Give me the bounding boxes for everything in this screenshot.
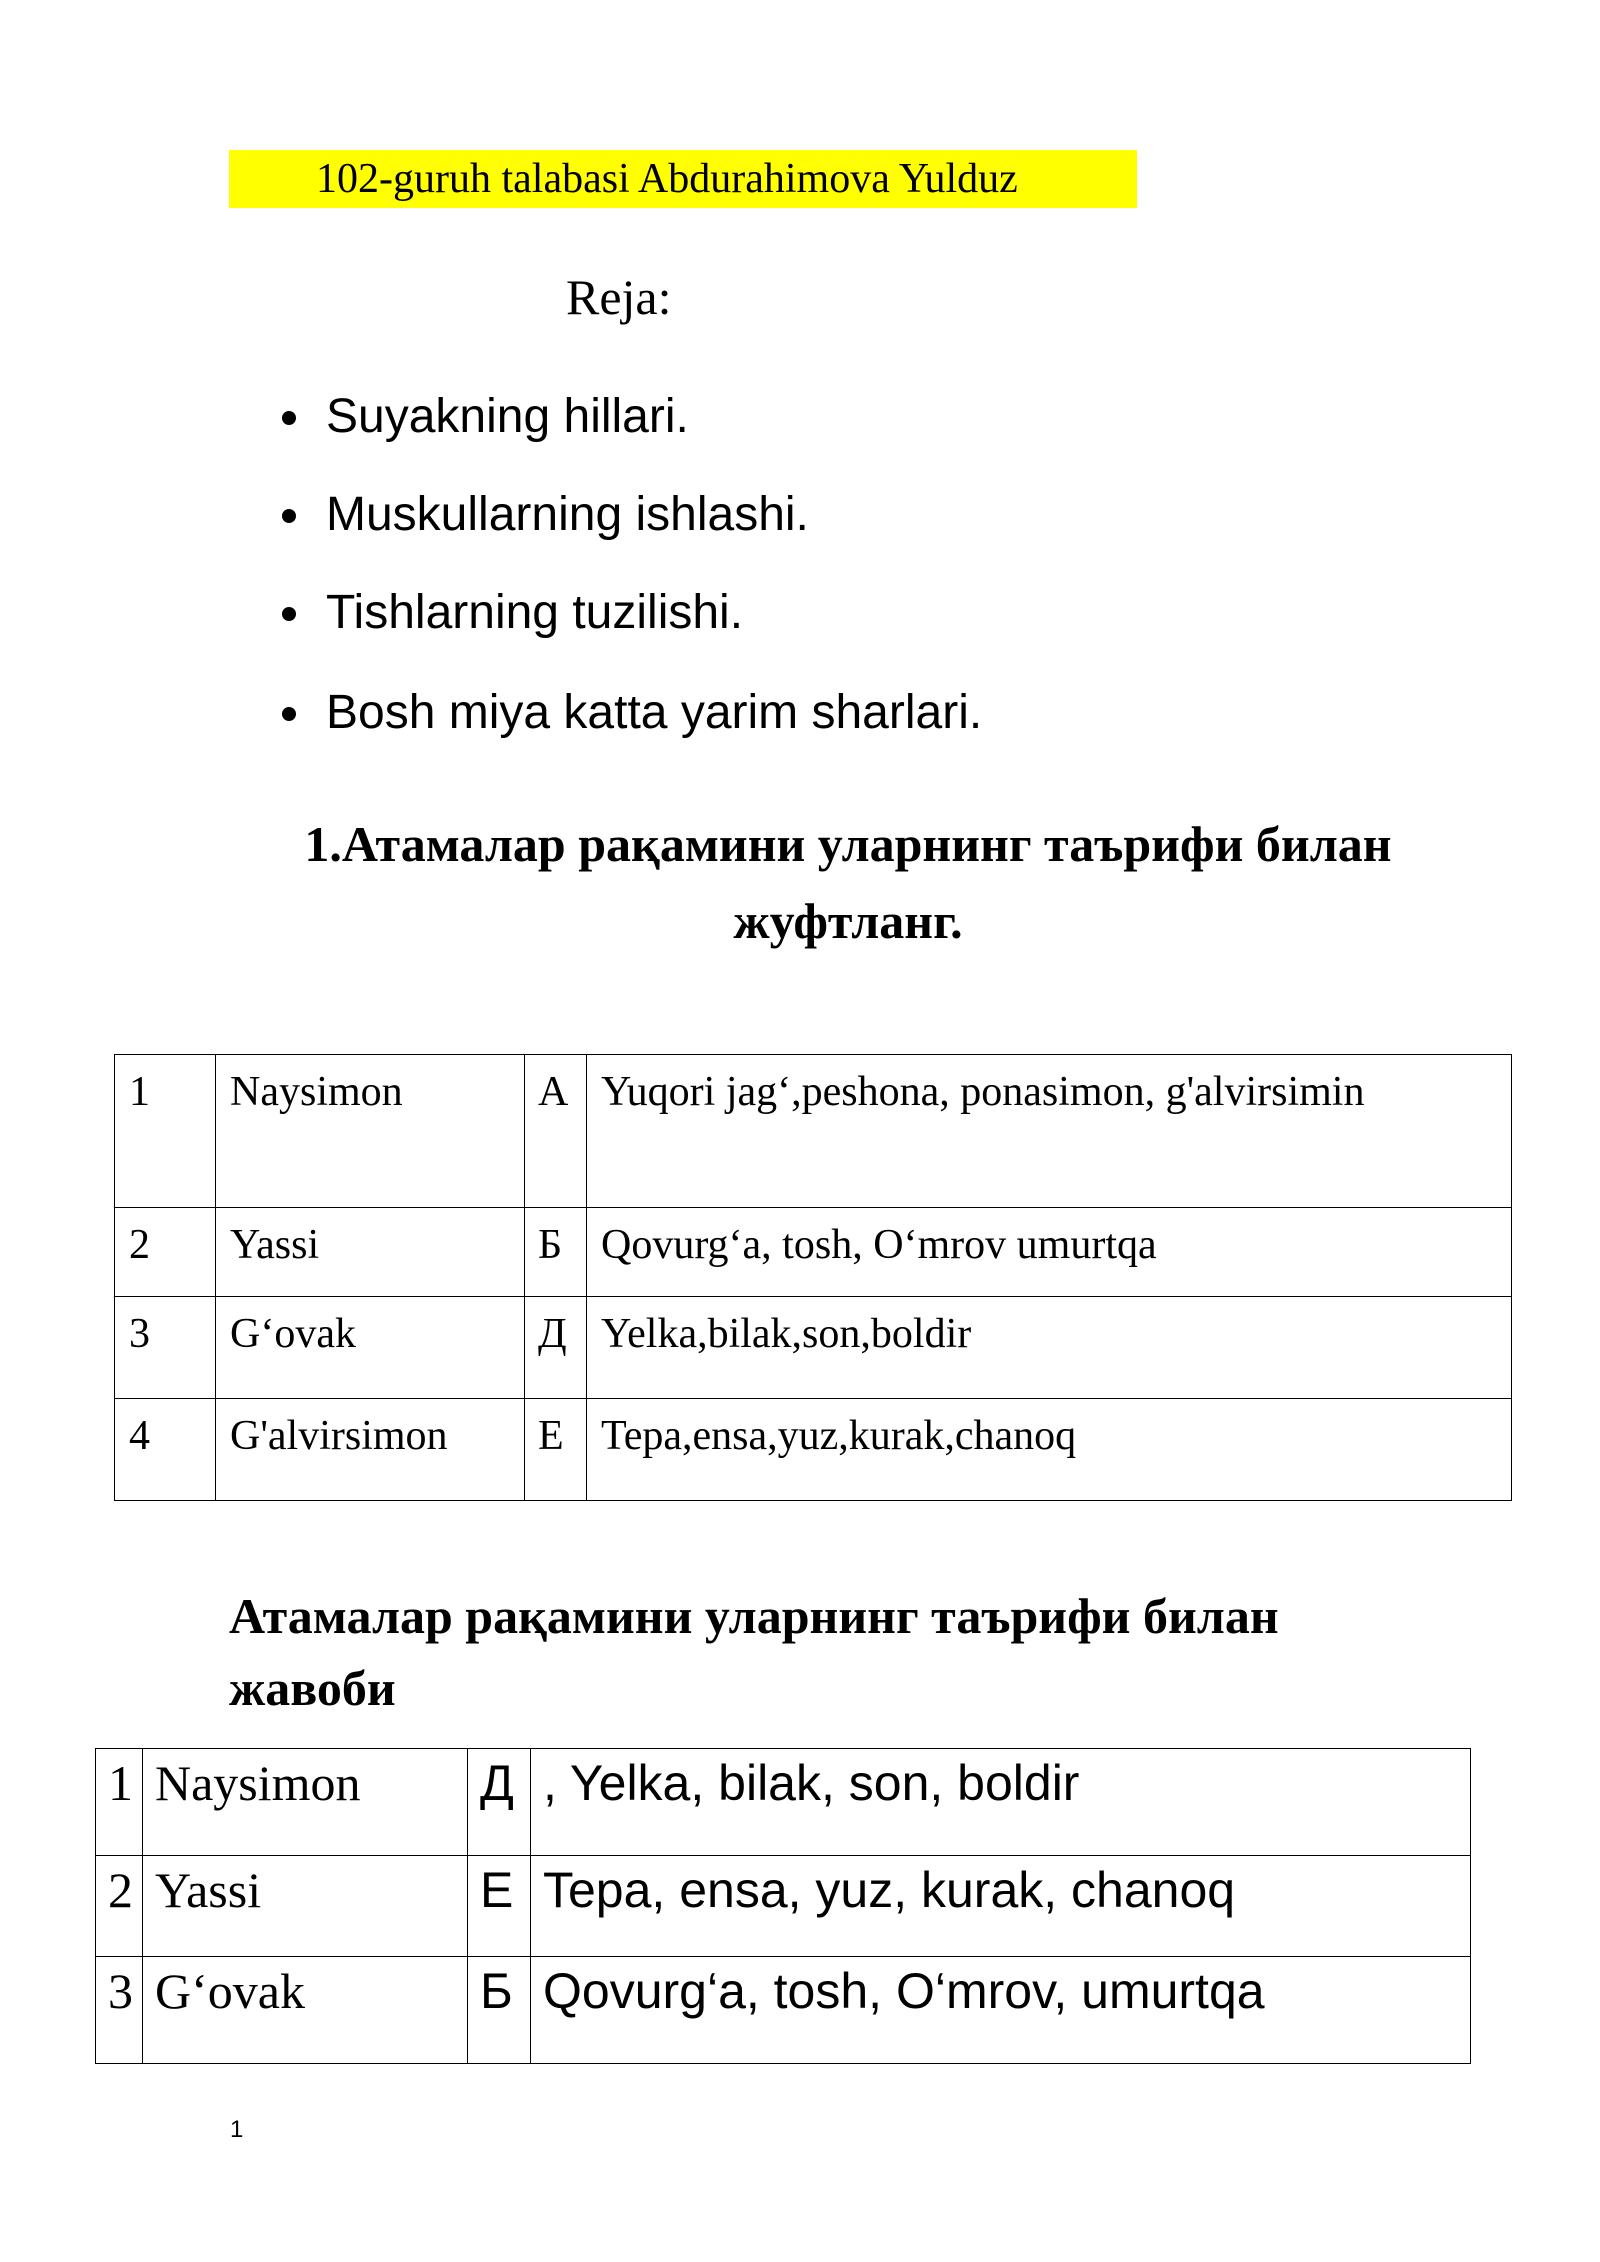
table-row [96, 1749, 1471, 1856]
letter-cell: Б [468, 1957, 531, 2064]
letter-cell: Д [468, 1749, 531, 1856]
term-cell: G‘ovak [216, 1297, 525, 1399]
plan-item-text: Tishlarning tuzilishi. [326, 586, 744, 639]
letter-cell: Д [525, 1297, 587, 1399]
task1-heading-line2: жуфтланг. [733, 893, 963, 949]
table-row [115, 1208, 1512, 1297]
definition-cell: Yelka,bilak,son,boldir [587, 1297, 1512, 1399]
plan-item [270, 488, 982, 541]
plan-item [270, 390, 982, 443]
matching-table [114, 1054, 1512, 1501]
student-header: 102-guruh talabasi Abdurahimova Yulduz [316, 156, 1018, 202]
definition-cell: Yuqori jag‘,peshona, ponasimon, g'alvirsimin [587, 1055, 1512, 1208]
definition-cell: Tepa,ensa,yuz,kurak,chanoq [587, 1399, 1512, 1501]
term-cell: Naysimon [216, 1055, 525, 1208]
term-cell: Naysimon [143, 1749, 468, 1856]
definition-cell: Tepa, ensa, yuz, kurak, chanoq [531, 1856, 1471, 1957]
row-number: 2 [96, 1856, 143, 1957]
letter-cell: А [525, 1055, 587, 1208]
table-row [115, 1055, 1512, 1208]
row-number: 2 [115, 1208, 216, 1297]
letter-cell: Б [525, 1208, 587, 1297]
plan-item-text: Muskullarning ishlashi. [326, 488, 809, 541]
task1-heading [248, 806, 1448, 960]
row-number: 3 [115, 1297, 216, 1399]
bullet-icon [282, 607, 296, 621]
plan-item [270, 586, 982, 639]
table-row [96, 1856, 1471, 1957]
answer-table [95, 1748, 1471, 2064]
bullet-icon [282, 411, 296, 425]
page-number: 1 [230, 2116, 244, 2143]
bullet-icon [282, 707, 296, 721]
letter-cell: Е [468, 1856, 531, 1957]
row-number: 3 [96, 1957, 143, 2064]
term-cell: G'alvirsimon [216, 1399, 525, 1501]
row-number: 1 [96, 1749, 143, 1856]
task2-heading-line2: жавоби [229, 1660, 396, 1716]
term-cell: Yassi [143, 1856, 468, 1957]
table-row [115, 1399, 1512, 1501]
term-cell: G‘ovak [143, 1957, 468, 2064]
bullet-icon [282, 509, 296, 523]
plan-item [270, 686, 983, 739]
plan-item-text: Suyakning hillari. [326, 390, 689, 443]
term-cell: Yassi [216, 1208, 525, 1297]
plan-list [270, 390, 983, 787]
table-row [96, 1957, 1471, 2064]
row-number: 4 [115, 1399, 216, 1501]
definition-cell: Qovurg‘a, tosh, O‘mrov, umurtqa [531, 1957, 1471, 2064]
table-row [115, 1297, 1512, 1399]
letter-cell: Е [525, 1399, 587, 1501]
task2-heading-line1: Атамалар рақамини уларнинг таърифи билан [229, 1588, 1279, 1644]
plan-title: Reja: [566, 269, 672, 325]
task1-heading-line1: 1.Атамалар рақамини уларнинг таърифи билан [304, 816, 1392, 872]
row-number: 1 [115, 1055, 216, 1208]
definition-cell: , Yelka, bilak, son, boldir [531, 1749, 1471, 1856]
definition-cell: Qovurg‘a, tosh, O‘mrov umurtqa [587, 1208, 1512, 1297]
plan-item-text: Bosh miya katta yarim sharlari. [326, 686, 983, 739]
task2-heading [229, 1580, 1429, 1724]
